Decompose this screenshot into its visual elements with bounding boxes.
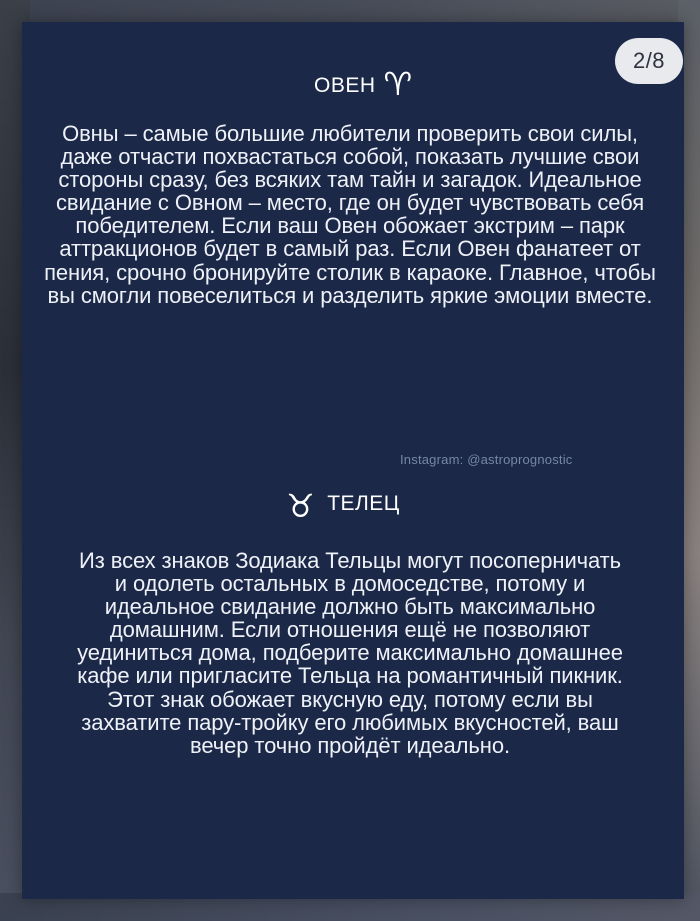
page-indicator-badge: 2/8 <box>615 38 683 84</box>
background-top <box>0 0 700 24</box>
aries-heading <box>314 65 413 103</box>
aries-title: ОВЕН <box>314 74 376 97</box>
aries-description: Овны – самые большие любители проверить свои силы, даже отчасти похвастаться собой, показать лучшие свои стороны сразу, без всяких там тайн и загадок. Идеальное свидание с Овном – место, где он будет чувствовать себя победителем. Если ваш Овен обожает экстрим – парк аттракционов будет в самый раз. Если Овен фанатеет от пения, срочно бронируйте столик в караоке. Главное, чтобы вы смогли повеселиться и разделить яркие эмоции вместе. <box>44 121 656 308</box>
taurus-icon: ♉ <box>286 487 316 525</box>
aries-icon: ♈ <box>383 65 413 103</box>
taurus-description: Из всех знаков Зодиака Тельцы могут посоперничать и одолеть остальных в домоседстве, потому и идеальное свидание должно быть максимально домашним. Если отношения ещё не позволяют уединиться дома, подберите максимально домашнее кафе или пригласите Тельца на романтичный пикник. Этот знак обожает вкусную еду, потому если вы захватите пару-тройку его любимых вкусностей, ваш вечер точно пройдёт идеально. <box>77 548 623 758</box>
instagram-watermark: Instagram: @astroprognostic <box>400 452 573 467</box>
taurus-title: ТЕЛЕЦ <box>327 492 400 515</box>
taurus-heading <box>286 486 400 525</box>
